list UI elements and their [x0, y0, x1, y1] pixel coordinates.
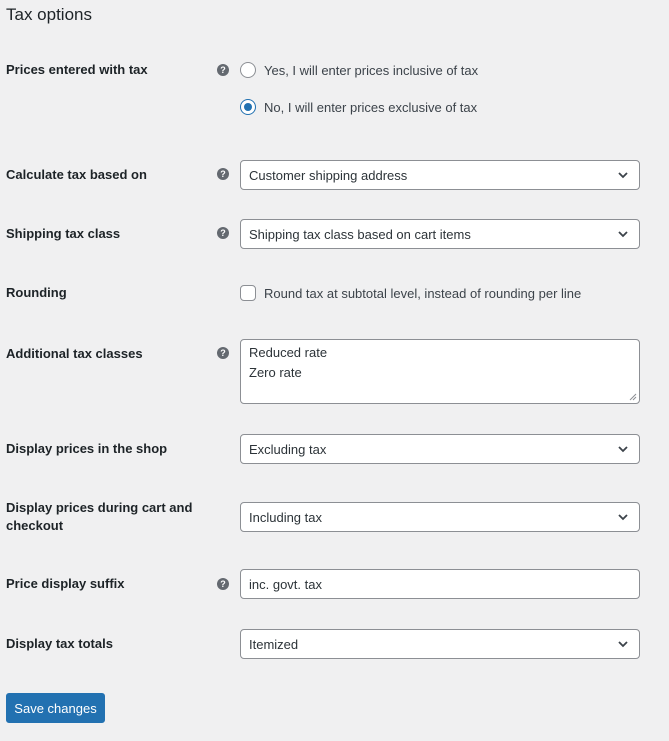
display-cart-select[interactable] — [240, 502, 640, 532]
display-shop-label: Display prices in the shop — [6, 441, 168, 456]
display-shop-select[interactable] — [240, 434, 640, 464]
select-value: Customer shipping address — [249, 167, 408, 183]
shipping-tax-class-label: Shipping tax class — [6, 226, 121, 241]
rounding-label: Rounding — [6, 285, 67, 300]
resize-grip-icon[interactable] — [629, 393, 637, 401]
radio-button[interactable] — [240, 62, 256, 78]
additional-tax-classes-textarea[interactable] — [240, 339, 640, 404]
chevron-down-icon — [617, 169, 629, 181]
price-suffix-label: Price display suffix — [6, 576, 125, 591]
chevron-down-icon — [617, 443, 629, 455]
rounding-checkbox[interactable] — [240, 285, 256, 301]
display-totals-select[interactable] — [240, 629, 640, 659]
radio-button-checked[interactable] — [240, 99, 256, 115]
calculate-tax-select[interactable] — [240, 160, 640, 190]
rounding-option[interactable] — [240, 285, 581, 301]
chevron-down-icon — [617, 228, 629, 240]
calculate-tax-label: Calculate tax based on — [6, 167, 147, 182]
help-icon[interactable]: ? — [217, 64, 229, 76]
select-value: Including tax — [249, 509, 322, 525]
help-icon[interactable]: ? — [217, 227, 229, 239]
display-cart-label: Display prices during cart and checkout — [6, 500, 193, 533]
radio-option-exclusive[interactable] — [240, 99, 477, 115]
radio-label: No, I will enter prices exclusive of tax — [264, 99, 478, 115]
help-icon[interactable]: ? — [217, 578, 229, 590]
help-icon[interactable]: ? — [217, 168, 229, 180]
radio-label: Yes, I will enter prices inclusive of tax — [264, 62, 479, 78]
textarea-line: Zero rate — [249, 365, 302, 380]
page-title: Tax options — [6, 5, 92, 24]
additional-tax-classes-label: Additional tax classes — [6, 346, 143, 361]
chevron-down-icon — [617, 638, 629, 650]
input-value: inc. govt. tax — [249, 576, 322, 592]
select-value: Shipping tax class based on cart items — [249, 226, 471, 242]
price-suffix-input[interactable] — [240, 569, 640, 599]
chevron-down-icon — [617, 511, 629, 523]
select-value: Excluding tax — [249, 441, 327, 457]
textarea-line: Reduced rate — [249, 345, 328, 360]
checkbox-label: Round tax at subtotal level, instead of rounding per line — [264, 285, 582, 301]
prices-entered-label: Prices entered with tax — [6, 62, 148, 77]
shipping-tax-class-select[interactable] — [240, 219, 640, 249]
display-totals-label: Display tax totals — [6, 636, 113, 651]
help-icon[interactable]: ? — [217, 347, 229, 359]
save-changes-button[interactable]: Save changes — [6, 693, 105, 723]
select-value: Itemized — [249, 636, 299, 652]
radio-option-inclusive[interactable] — [240, 62, 478, 78]
